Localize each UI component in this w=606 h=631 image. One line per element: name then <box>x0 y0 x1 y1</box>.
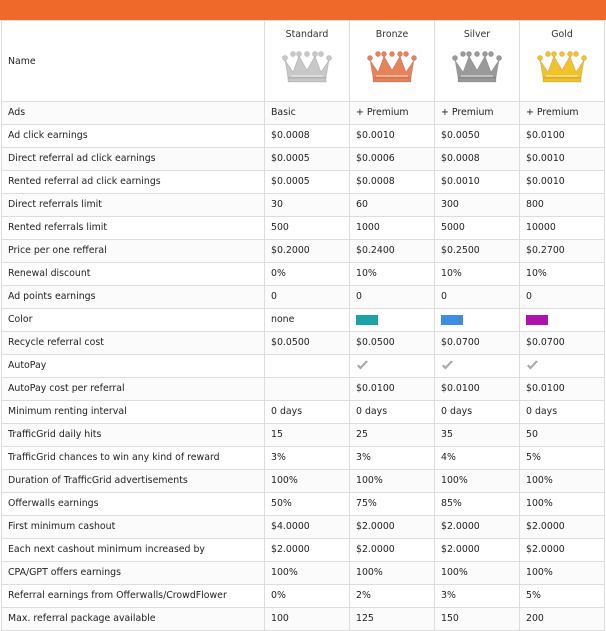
plan-value-cell: 75% <box>350 493 435 516</box>
plan-value-cell: $0.0010 <box>520 171 605 194</box>
plan-value-cell: 0 <box>265 286 350 309</box>
table-header-row <box>2 21 605 102</box>
plan-value-cell: $0.2000 <box>265 240 350 263</box>
plan-value-cell: $0.0050 <box>435 125 520 148</box>
plan-value-cell: $4.0000 <box>265 516 350 539</box>
row-label: Offerwalls earnings <box>2 493 265 516</box>
plan-value-cell: 200 <box>520 608 605 631</box>
plan-value-cell: 100% <box>265 562 350 585</box>
plan-header-gold <box>520 21 605 102</box>
table-row <box>2 378 605 401</box>
plan-value-cell: 10000 <box>520 217 605 240</box>
plan-value-cell: 50 <box>520 424 605 447</box>
plan-value-cell: 100% <box>520 470 605 493</box>
plan-name: Standard <box>285 29 329 40</box>
plan-value-cell: $0.0100 <box>520 378 605 401</box>
plan-value-cell: 25 <box>350 424 435 447</box>
plan-value-cell: 150 <box>435 608 520 631</box>
plan-value-cell: $0.0005 <box>265 148 350 171</box>
checkmark-icon <box>356 360 369 371</box>
plan-value-cell: $0.0500 <box>350 332 435 355</box>
plan-value-cell: $2.0000 <box>435 539 520 562</box>
plan-value-cell: $0.0008 <box>350 171 435 194</box>
plan-value-cell: 800 <box>520 194 605 217</box>
row-label: AutoPay <box>2 355 265 378</box>
row-label: Duration of TrafficGrid advertisements <box>2 470 265 493</box>
plan-value-cell: 125 <box>350 608 435 631</box>
plan-value-cell: 5% <box>520 585 605 608</box>
plan-value-cell: $0.0010 <box>435 171 520 194</box>
plan-name: Silver <box>463 29 491 40</box>
top-orange-bar <box>0 0 606 20</box>
plan-value-cell: 30 <box>265 194 350 217</box>
table-row <box>2 424 605 447</box>
plan-value-cell: 1000 <box>350 217 435 240</box>
row-label: Minimum renting interval <box>2 401 265 424</box>
color-swatch <box>526 315 548 325</box>
plan-value-cell: $0.0006 <box>350 148 435 171</box>
table-row <box>2 194 605 217</box>
table-row <box>2 263 605 286</box>
plan-value-cell: 100% <box>435 470 520 493</box>
plan-value-cell <box>350 309 435 332</box>
plan-value-cell: 0% <box>265 585 350 608</box>
row-label: Recycle referral cost <box>2 332 265 355</box>
plan-value-cell: 0 <box>435 286 520 309</box>
plan-value-cell: + Premium <box>350 102 435 125</box>
gold-crown-icon <box>534 46 590 86</box>
row-label: Direct referral ad click earnings <box>2 148 265 171</box>
table-row <box>2 562 605 585</box>
table-row <box>2 447 605 470</box>
plan-value-cell: $0.0100 <box>520 125 605 148</box>
plan-value-cell: 500 <box>265 217 350 240</box>
table-row <box>2 493 605 516</box>
plan-value-cell: 50% <box>265 493 350 516</box>
plan-header-silver <box>435 21 520 102</box>
row-label: Direct referrals limit <box>2 194 265 217</box>
checkmark-icon <box>441 360 454 371</box>
plan-value-cell: 100% <box>435 562 520 585</box>
plan-value-cell: 100% <box>350 562 435 585</box>
plan-value-cell: $2.0000 <box>520 516 605 539</box>
plan-value-cell: 100% <box>520 562 605 585</box>
plan-value-cell: 4% <box>435 447 520 470</box>
plan-value-cell: $0.2400 <box>350 240 435 263</box>
table-row <box>2 539 605 562</box>
table-row <box>2 355 605 378</box>
plan-value-cell <box>435 309 520 332</box>
plan-value-cell: $0.0100 <box>435 378 520 401</box>
plan-value-cell: 3% <box>435 585 520 608</box>
table-row <box>2 240 605 263</box>
plan-value-cell: $0.0010 <box>350 125 435 148</box>
table-row <box>2 217 605 240</box>
plan-value-cell: 100% <box>520 493 605 516</box>
plan-value-cell: + Premium <box>520 102 605 125</box>
plan-value-cell: 100% <box>265 470 350 493</box>
table-row <box>2 608 605 631</box>
plan-value-cell: 60 <box>350 194 435 217</box>
plan-header-standard <box>265 21 350 102</box>
row-label: Referral earnings from Offerwalls/CrowdFlower <box>2 585 265 608</box>
plan-value-cell: 0% <box>265 263 350 286</box>
plan-value-cell: 0 days <box>435 401 520 424</box>
table-row <box>2 470 605 493</box>
row-label: Rented referrals limit <box>2 217 265 240</box>
table-row <box>2 309 605 332</box>
plan-value-cell: $2.0000 <box>435 516 520 539</box>
row-label: Each next cashout minimum increased by <box>2 539 265 562</box>
plan-value-cell: 2% <box>350 585 435 608</box>
plan-value-cell: 10% <box>350 263 435 286</box>
color-swatch <box>441 315 463 325</box>
row-label: Max. referral package available <box>2 608 265 631</box>
row-label: Rented referral ad click earnings <box>2 171 265 194</box>
plan-value-cell <box>435 355 520 378</box>
table-row <box>2 585 605 608</box>
gray-crown-icon <box>449 46 505 86</box>
row-label: TrafficGrid chances to win any kind of reward <box>2 447 265 470</box>
plan-value-cell <box>265 378 350 401</box>
bronze-crown-icon <box>364 46 420 86</box>
plan-value-cell: 15 <box>265 424 350 447</box>
plan-value-cell: $0.0005 <box>265 171 350 194</box>
plan-value-cell: 100% <box>350 470 435 493</box>
row-label: Renewal discount <box>2 263 265 286</box>
table-row <box>2 332 605 355</box>
row-label: Price per one refferal <box>2 240 265 263</box>
plan-value-cell: 100 <box>265 608 350 631</box>
plan-value-cell: none <box>265 309 350 332</box>
name-column-header: Name <box>2 21 265 102</box>
plan-value-cell: 3% <box>265 447 350 470</box>
plan-value-cell: Basic <box>265 102 350 125</box>
row-label: Color <box>2 309 265 332</box>
table-row <box>2 401 605 424</box>
plan-value-cell: 5% <box>520 447 605 470</box>
row-label: First minimum cashout <box>2 516 265 539</box>
plan-value-cell: $0.0500 <box>265 332 350 355</box>
plan-value-cell: $0.0100 <box>350 378 435 401</box>
row-label: TrafficGrid daily hits <box>2 424 265 447</box>
plan-value-cell: 0 days <box>350 401 435 424</box>
plan-value-cell <box>520 355 605 378</box>
plan-value-cell: $0.0008 <box>435 148 520 171</box>
plan-value-cell: 300 <box>435 194 520 217</box>
plan-value-cell <box>265 355 350 378</box>
plan-value-cell: 3% <box>350 447 435 470</box>
table-row <box>2 125 605 148</box>
plan-value-cell: 85% <box>435 493 520 516</box>
plan-value-cell: + Premium <box>435 102 520 125</box>
table-row <box>2 516 605 539</box>
row-label: AutoPay cost per referral <box>2 378 265 401</box>
table-row <box>2 148 605 171</box>
plan-value-cell: 10% <box>435 263 520 286</box>
plan-value-cell: $2.0000 <box>520 539 605 562</box>
plan-header-bronze <box>350 21 435 102</box>
plan-value-cell: 10% <box>520 263 605 286</box>
plan-name: Gold <box>551 29 573 40</box>
row-label: CPA/GPT offers earnings <box>2 562 265 585</box>
table-row <box>2 171 605 194</box>
table-row <box>2 102 605 125</box>
plan-value-cell: $0.0700 <box>520 332 605 355</box>
plan-value-cell: $0.0008 <box>265 125 350 148</box>
row-label: Ads <box>2 102 265 125</box>
plan-value-cell <box>520 309 605 332</box>
plan-value-cell: 0 <box>520 286 605 309</box>
plan-value-cell: $2.0000 <box>350 539 435 562</box>
plan-value-cell <box>350 355 435 378</box>
plan-value-cell: $0.2500 <box>435 240 520 263</box>
checkmark-icon <box>526 360 539 371</box>
membership-comparison-table <box>1 20 605 631</box>
plan-value-cell: 5000 <box>435 217 520 240</box>
plan-value-cell: 0 <box>350 286 435 309</box>
plan-value-cell: $0.2700 <box>520 240 605 263</box>
plan-value-cell: 0 days <box>265 401 350 424</box>
row-label: Ad points earnings <box>2 286 265 309</box>
plan-value-cell: $2.0000 <box>350 516 435 539</box>
row-label: Ad click earnings <box>2 125 265 148</box>
table-row <box>2 286 605 309</box>
plan-value-cell: 0 days <box>520 401 605 424</box>
plan-value-cell: $0.0700 <box>435 332 520 355</box>
color-swatch <box>356 315 378 325</box>
silver-crown-icon <box>279 46 335 86</box>
plan-value-cell: $2.0000 <box>265 539 350 562</box>
plan-name: Bronze <box>375 29 409 40</box>
plan-value-cell: $0.0010 <box>520 148 605 171</box>
plan-value-cell: 35 <box>435 424 520 447</box>
